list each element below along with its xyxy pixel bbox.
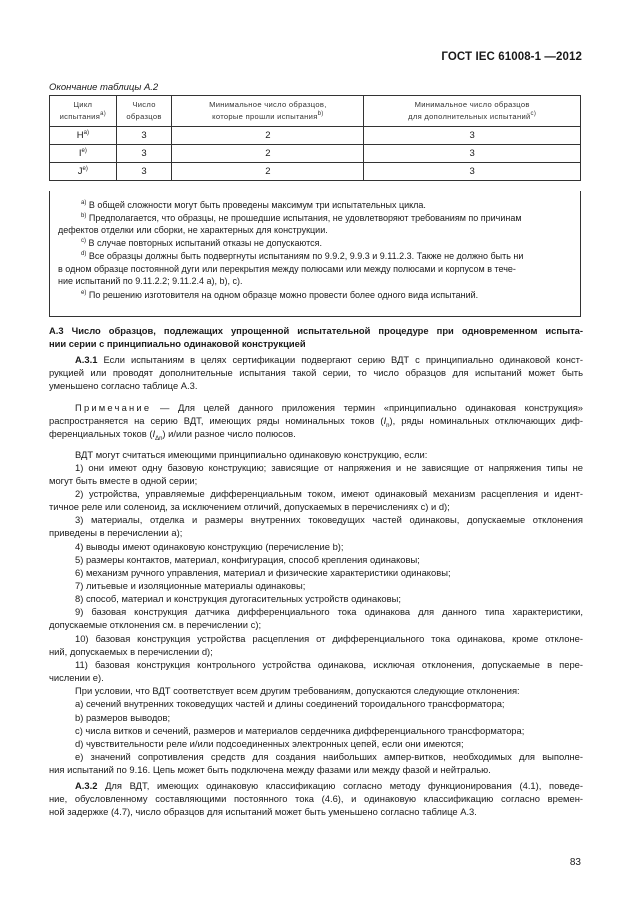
note-paragraph: Примечание — Для целей данного приложения термин «принципиально одинаковая конструкция» — [75, 402, 583, 413]
deviation-item-cont: ния испытаний по 9.16. Цепь может быть подключена между фазами или между фазой и нейтралью. — [49, 764, 491, 775]
list-item-cont: допускаемые отклонения см. в перечислении с); — [49, 619, 262, 630]
deviation-item: а) сечений внутренних токоведущих частей и длины соединений тороидального трансформатора; — [75, 698, 505, 709]
header-passed: Минимальное число образцов, которые прошли испытания$^{b)}$ — [172, 96, 364, 127]
deviation-item: b) размеров выводов; — [75, 712, 171, 723]
note-paragraph-cont: ференциальных токов $(I_{\Delta n})$ и/или разное число полюсов. — [49, 428, 296, 442]
para-a32-cont: ной задержке (4.7), число образцов для испытаний может быть уменьшено согласно таблице А.3. — [49, 806, 477, 817]
list-item: 9) базовая конструкция датчика дифференциального тока одинакова для данного типа характеристики, — [75, 606, 583, 617]
table-row — [50, 145, 581, 163]
document-header: ГОСТ IEC 61008-1 —2012 — [441, 51, 582, 63]
table-row — [50, 163, 581, 181]
note-paragraph-cont: распространяется на серию ВДТ, имеющих ряды номинальных токов $(I_n)$, ряды номинальных отключающих диф- — [49, 415, 583, 429]
header-samples: Число образцов — [116, 96, 172, 127]
cell-samples: 3 — [116, 127, 172, 145]
list-item: 11) базовая конструкция контрольного устройства одинакова, исключая отклонения, допускаемые в пере- — [75, 659, 583, 670]
page-number: 83 — [569, 857, 581, 868]
cell-cycle: $H^{a)}$ — [50, 127, 117, 145]
list-item-cont: числении е). — [49, 672, 104, 683]
para-intro: ВДТ могут считаться имеющими принципиально одинаковую конструкцию, если: — [75, 449, 428, 460]
list-item-cont: могут быть вместе в одной серии; — [49, 475, 198, 486]
header-additional: Минимальное число образцов для дополнительных испытаний$^{c)}$ — [364, 96, 581, 127]
cell-additional: 3 — [364, 127, 581, 145]
cell-passed: 2 — [172, 163, 364, 181]
footnote-e: $^{e)}$ По решению изготовителя на одном образце можно провести более одного вида испытаний. — [81, 290, 479, 300]
list-item: 10) базовая конструкция устройства расцепления от дифференциального тока одинакова, кроме отклоне- — [75, 633, 583, 644]
footnote-b-cont: дефектов отделки или сборки, не характерных для конструкции. — [58, 225, 328, 235]
list-item: 7) литьевые и изоляционные материалы одинаковы; — [75, 580, 306, 591]
header-cycle: Цикл испытания$^{a)}$ — [50, 96, 117, 127]
cell-cycle: $J^{e)}$ — [50, 163, 117, 181]
table-footnotes — [49, 191, 581, 317]
cell-passed: 2 — [172, 145, 364, 163]
list-item: 8) способ, материал и конструкция дугогасительных устройств одинаковы; — [75, 593, 401, 604]
cell-additional: 3 — [364, 163, 581, 181]
list-item: 1) они имеют одну базовую конструкцию; зависящие от напряжения и не зависящие от напряжения типы не — [75, 462, 583, 473]
list-item: 2) устройства, управляемые дифференциальным током, имеют одинаковый механизм расцепления и идент- — [75, 488, 583, 499]
list-item: 6) механизм ручного управления, материал и физические характеристики одинаковы; — [75, 567, 451, 578]
footnote-c: $^{c)}$ В случае повторных испытаний отказы не допускаются. — [81, 238, 322, 248]
list-item: 5) размеры контактов, материал, конфигурация, способ крепления одинаковы; — [75, 554, 420, 565]
para-a32: А.3.2 Для ВДТ, имеющих одинаковую классификацию согласно методу функционирования (4.1), поведе- — [75, 780, 583, 791]
section-a3-title-cont: нии серии с принципиально одинаковой конструкцией — [49, 338, 306, 349]
footnote-d: $^{d)}$ Все образцы должны быть подвергнуты испытаниям по 9.9.2, 9.9.3 и 9.11.2.3. Также не должно быть ни — [81, 251, 524, 261]
para-a31-cont: уменьшено согласно таблице А.3. — [49, 380, 198, 391]
cell-cycle: $I^{e)}$ — [50, 145, 117, 163]
table-row — [50, 127, 581, 145]
list-item-cont: тичное реле или соленоид, за исключением отличий, допускаемых в перечислениях с) и d); — [49, 501, 450, 512]
deviation-item: d) чувствительности реле и/или подсоединенных электронных цепей, если они имеются; — [75, 738, 464, 749]
list-item: 4) выводы имеют одинаковую конструкцию (перечисление b); — [75, 541, 344, 552]
footnote-b: $^{b)}$ Предполагается, что образцы, не прошедшие испытания, не удовлетворяют требованиям по причинам — [81, 213, 522, 223]
footnote-d-cont: ние испытаний по 9.11.2.2; 9.11.2.4 a), b), c). — [58, 276, 243, 286]
deviation-item: е) значений сопротивления средств для создания наибольших ампер-витков, необходимых для выполне- — [75, 751, 583, 762]
list-item-cont: ний, допускаемых в перечислении d); — [49, 646, 213, 657]
para-a31-cont: рукцией или проводят дополнительные испытания такой серии, то число образцов для испытаний может быть — [49, 367, 583, 378]
deviations-intro: При условии, что ВДТ соответствует всем другим требованиям, допускаются следующие отклонения: — [75, 685, 520, 696]
section-a3-title: А.3 Число образцов, подлежащих упрощенной испытательной процедуре при одновременном испыта- — [49, 325, 583, 336]
footnote-a: $^{a)}$ В общей сложности могут быть проведены максимум три испытательных цикла. — [81, 200, 426, 210]
table-caption: Окончание таблицы А.2 — [49, 82, 159, 93]
deviation-item: с) числа витков и сечений, размеров и материалов сердечника дифференциального трансформатора; — [75, 725, 525, 736]
samples-table — [49, 95, 581, 181]
para-a31: А.3.1 Если испытаниям в целях сертификации подвергают серию ВДТ с принципиально одинаковой конст- — [75, 354, 583, 365]
footnote-d-cont: в одном образце постоянной дуги или перекрытия между полюсами или между полюсами и корпусом в тече- — [58, 264, 516, 274]
cell-samples: 3 — [116, 145, 172, 163]
para-a32-cont: ние, обусловленному составляющими постоянного тока (4.6), и одинаковую классификацию согласно времен- — [49, 793, 583, 804]
table-header-row — [50, 96, 581, 127]
cell-passed: 2 — [172, 127, 364, 145]
cell-samples: 3 — [116, 163, 172, 181]
list-item: 3) материалы, отделка и размеры внутренних токоведущих частей одинаковы, допускаемые отклонения — [75, 514, 583, 525]
cell-additional: 3 — [364, 145, 581, 163]
list-item-cont: приведены в перечислении а); — [49, 527, 183, 538]
